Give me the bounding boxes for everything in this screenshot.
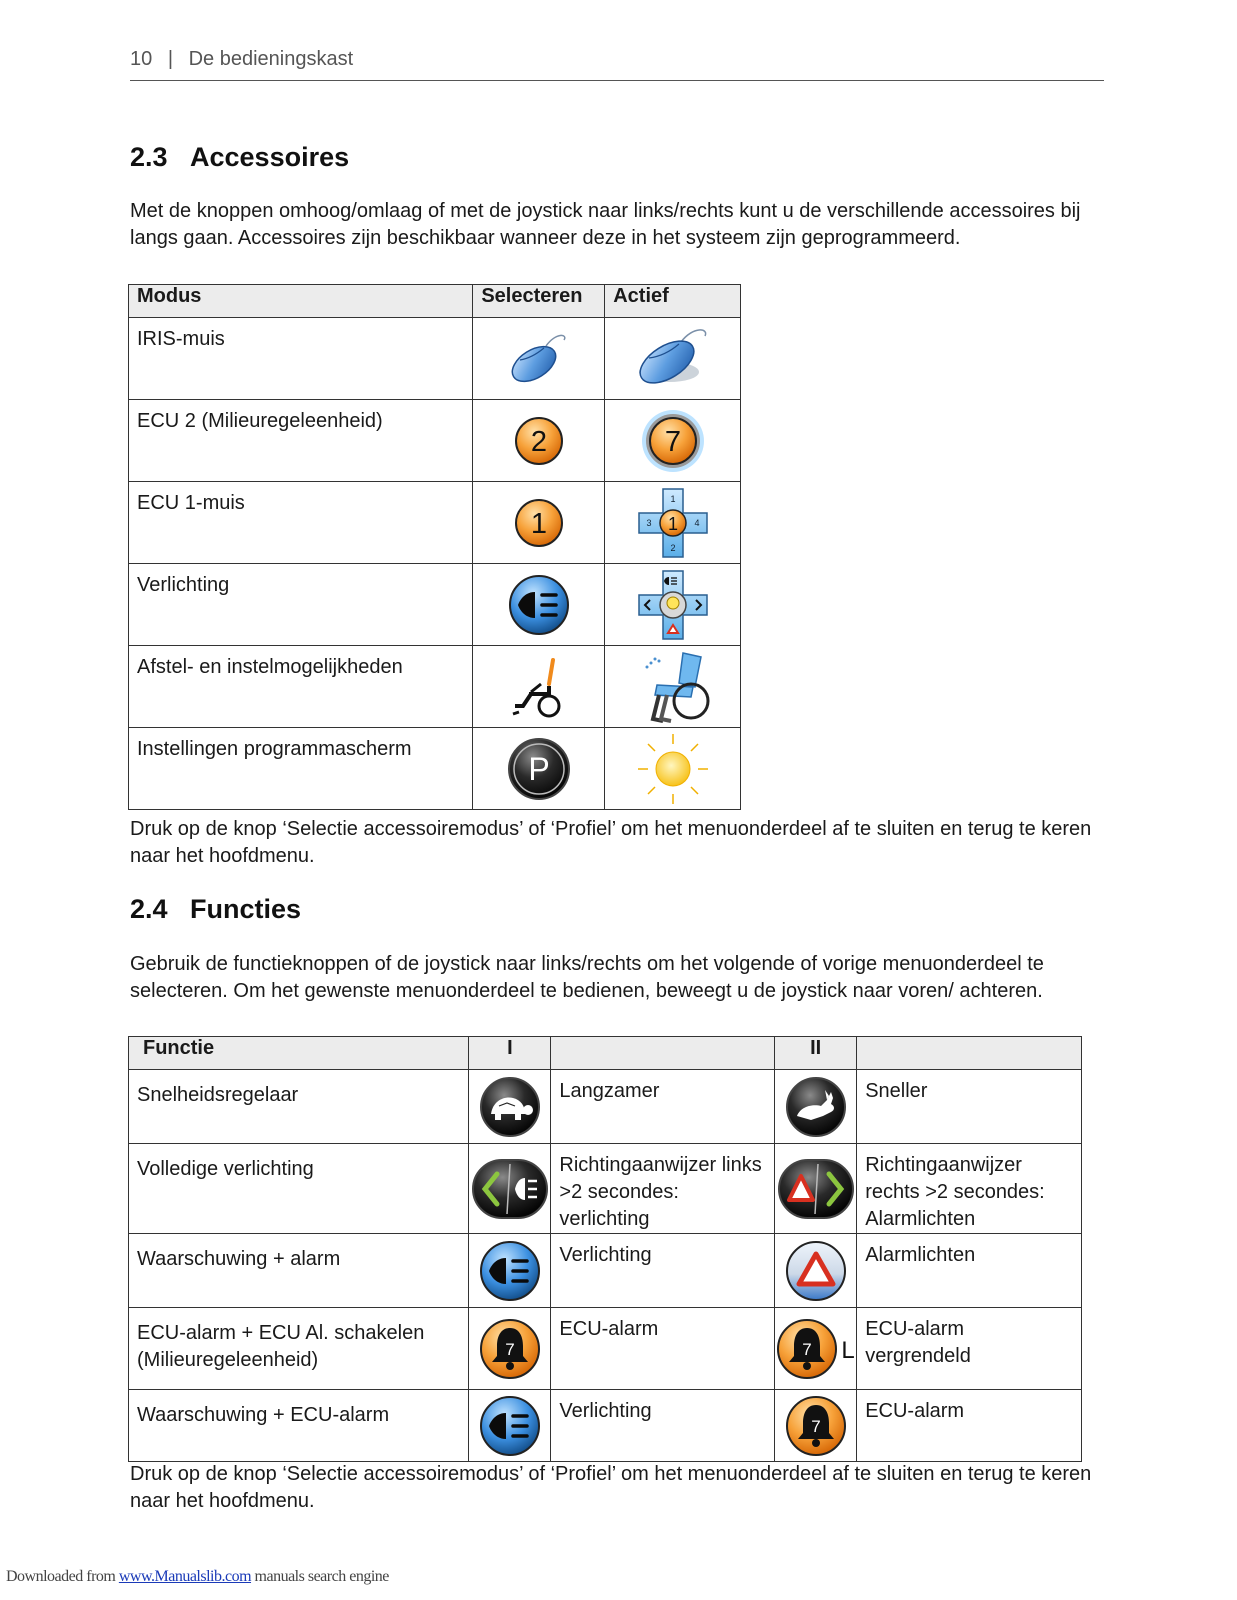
icon-cell-ii	[775, 1070, 857, 1144]
active-cell	[605, 318, 741, 400]
table-row	[129, 1308, 1082, 1390]
select-cell	[473, 482, 605, 564]
dir-label-right: 4	[694, 517, 700, 528]
table-row	[129, 1070, 1082, 1144]
mode-cell: IRIS-muis	[129, 318, 473, 400]
ecu-2-icon	[514, 416, 564, 466]
mode-cell: Verlichting	[129, 564, 473, 646]
table-row	[129, 564, 741, 646]
select-cell	[473, 728, 605, 810]
table-row	[129, 728, 741, 810]
dir-label-up: 1	[670, 493, 676, 504]
bell-number: 7	[810, 1416, 821, 1436]
active-cell	[605, 400, 741, 482]
icon-cell-i	[469, 1390, 551, 1462]
select-cell	[473, 564, 605, 646]
text-cell-i: Langzamer	[551, 1070, 775, 1144]
lock-letter: L	[841, 1336, 855, 1364]
text-cell-ii: ECU-alarm	[857, 1390, 1082, 1462]
table-row	[129, 1234, 1082, 1308]
ecu-1-joystick-icon	[635, 485, 711, 561]
bell-number: 7	[505, 1339, 515, 1359]
col-header-blank	[857, 1037, 1082, 1070]
footer-prefix: Downloaded from	[6, 1568, 119, 1585]
ecu-number: 1	[667, 513, 678, 534]
ecu-number: 7	[664, 425, 681, 458]
ecu-number: 2	[530, 425, 547, 458]
headlight-icon	[479, 1240, 541, 1302]
mode-cell: Instellingen programmascherm	[129, 728, 473, 810]
bell-number: 7	[801, 1339, 812, 1359]
active-cell	[605, 646, 741, 728]
functies-intro: Gebruik de functieknoppen of de joystick naar links/rechts om het volgende of vorige menuonderdeel te selecteren. Om het gewenste menuonderdeel te bedienen, beweegt u de joystick naar voren/ achteren.	[130, 953, 1044, 1002]
program-letter: P	[528, 750, 550, 787]
col-header-modus: Modus	[129, 285, 473, 318]
indicator-left-light-icon	[471, 1158, 549, 1220]
col-header-blank	[551, 1037, 775, 1070]
mouse-icon	[506, 328, 572, 390]
turtle-icon	[479, 1076, 541, 1138]
icon-cell-i	[469, 1234, 551, 1308]
text-cell-i: ECU-alarm	[551, 1308, 775, 1390]
headlight-icon	[508, 574, 570, 636]
download-footer	[6, 1568, 389, 1586]
mode-cell: ECU 2 (Milieuregeleenheid)	[129, 400, 473, 482]
ecu-7-icon	[640, 408, 706, 474]
page-number: 10	[130, 48, 153, 70]
active-cell	[605, 728, 741, 810]
col-header-actief: Actief	[605, 285, 741, 318]
accessoires-intro: Met de knoppen omhoog/omlaag of met de joystick naar links/rechts kunt u de verschillende accessoires bij langs gaan. Accessoires zijn beschikbaar wanneer deze in het systeem zijn geprogrammeerd.	[130, 200, 1081, 249]
col-header-selecteren: Selecteren	[473, 285, 605, 318]
section-title: Accessoires	[190, 142, 350, 172]
select-cell	[473, 318, 605, 400]
seat-adjust-icon	[633, 649, 713, 725]
table-header-row	[129, 285, 741, 318]
table-row	[129, 1144, 1082, 1234]
functies-table	[128, 1036, 1082, 1462]
text-cell-i: Verlichting	[551, 1234, 775, 1308]
function-cell: Snelheidsregelaar	[129, 1070, 469, 1144]
mode-cell: Afstel- en instelmogelijkheden	[129, 646, 473, 728]
icon-cell-ii	[775, 1390, 857, 1462]
section-heading-accessoires	[130, 142, 349, 173]
function-cell: Volledige verlichting	[129, 1144, 469, 1234]
icon-cell-i	[469, 1144, 551, 1234]
table-row	[129, 1390, 1082, 1462]
section-number: 2.3	[130, 142, 168, 172]
ecu-alarm-bell-icon	[479, 1318, 541, 1380]
footer-suffix: manuals search engine	[251, 1568, 389, 1585]
ecu-alarm-bell-icon	[785, 1395, 847, 1457]
text-cell-ii: Alarmlichten	[857, 1234, 1082, 1308]
headlight-icon	[479, 1395, 541, 1457]
section-number: 2.4	[130, 894, 168, 924]
table-row	[129, 482, 741, 564]
hazard-indicator-right-icon	[777, 1158, 855, 1220]
icon-cell-ii	[775, 1144, 857, 1234]
hazard-icon	[785, 1240, 847, 1302]
rabbit-icon	[785, 1076, 847, 1138]
text-cell-ii: Sneller	[857, 1070, 1082, 1144]
icon-cell-ii	[775, 1234, 857, 1308]
table-row	[129, 318, 741, 400]
select-cell	[473, 400, 605, 482]
text-cell-i: Verlichting	[551, 1390, 775, 1462]
dir-label-left: 3	[646, 517, 652, 528]
section-heading-functies	[130, 894, 301, 925]
col-header-i: I	[469, 1037, 551, 1070]
header-title: De bedieningskast	[188, 48, 354, 70]
icon-cell-i	[469, 1308, 551, 1390]
table-row	[129, 646, 741, 728]
functies-outro: Druk op de knop ‘Selectie accessoiremodus’ of ‘Profiel’ om het menuonderdeel af te sluiten en terug te keren naar het hoofdmenu.	[130, 1463, 1092, 1512]
header-separator: |	[167, 48, 174, 70]
table-header-row	[129, 1037, 1082, 1070]
page-header	[130, 48, 1104, 81]
select-cell	[473, 646, 605, 728]
wheelchair-seat-icon	[509, 654, 569, 720]
manualslib-link[interactable]: www.Manualslib.com	[118, 1568, 252, 1585]
text-cell-ii: ECU-alarm vergrendeld	[857, 1308, 1082, 1390]
col-header-functie: Functie	[129, 1037, 469, 1070]
ecu-alarm-locked-icon	[776, 1318, 856, 1380]
sun-icon	[634, 730, 712, 808]
section-title: Functies	[190, 894, 302, 924]
lighting-joystick-icon	[635, 567, 711, 643]
function-cell: ECU-alarm + ECU Al. schakelen (Milieuregeleenheid)	[129, 1308, 469, 1390]
mode-cell: ECU 1-muis	[129, 482, 473, 564]
accessoires-outro: Druk op de knop ‘Selectie accessoiremodus’ of ‘Profiel’ om het menuonderdeel af te sluiten en terug te keren naar het hoofdmenu.	[130, 818, 1092, 867]
mouse-active-icon	[633, 324, 713, 394]
active-cell	[605, 564, 741, 646]
col-header-ii: II	[775, 1037, 857, 1070]
icon-cell-i	[469, 1070, 551, 1144]
function-cell: Waarschuwing + alarm	[129, 1234, 469, 1308]
table-row	[129, 400, 741, 482]
ecu-number: 1	[530, 507, 547, 540]
active-cell	[605, 482, 741, 564]
accessoires-table	[128, 284, 741, 810]
ecu-1-icon	[514, 498, 564, 548]
program-p-icon	[507, 737, 571, 801]
text-cell-i: Richtingaanwijzer links >2 secondes: verlichting	[551, 1144, 775, 1234]
text-cell-ii: Richtingaanwijzer rechts >2 secondes: Alarmlichten	[857, 1144, 1082, 1234]
dir-label-down: 2	[670, 542, 676, 553]
function-cell: Waarschuwing + ECU-alarm	[129, 1390, 469, 1462]
icon-cell-ii	[775, 1308, 857, 1390]
